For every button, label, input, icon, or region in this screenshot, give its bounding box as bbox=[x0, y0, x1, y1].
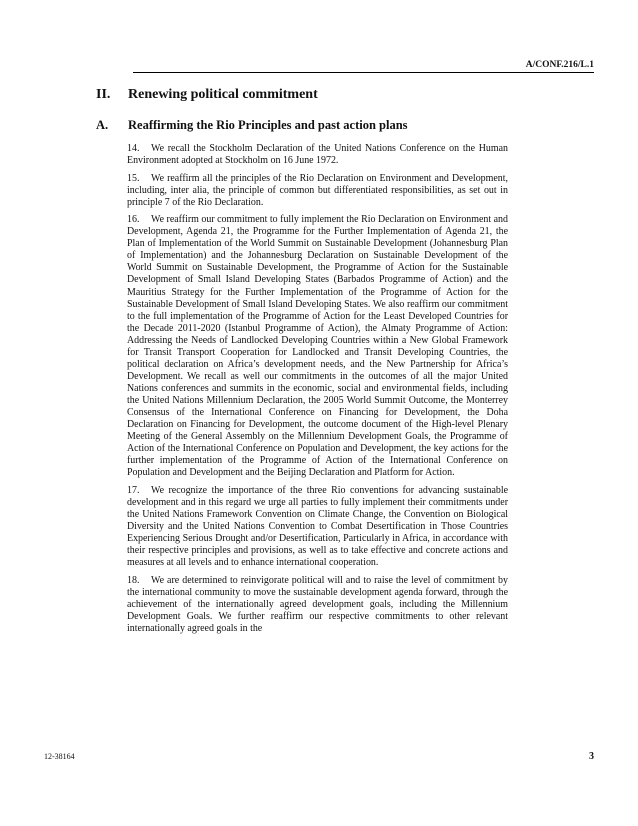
paragraph-number: 15. bbox=[127, 172, 140, 184]
paragraph-text: We are determined to reinvigorate political will and to raise the level of commitment by the international community to move the sustainable development agenda forward, through the achievement of the internationally agreed development goals, including the Millennium Development Goals. We further reaffirm our respective commitments to other relevant internationally agreed goals in the bbox=[127, 574, 508, 634]
section-number: II. bbox=[96, 87, 111, 102]
paragraph-number: 14. bbox=[127, 143, 140, 154]
header-rule bbox=[133, 72, 594, 73]
paragraph-17 bbox=[127, 485, 508, 569]
page-number: 3 bbox=[589, 751, 594, 762]
paragraph-18 bbox=[127, 575, 508, 635]
body-text bbox=[127, 143, 508, 640]
section-title: Renewing political commitment bbox=[128, 87, 318, 102]
section-heading bbox=[96, 87, 318, 103]
subsection-letter: A. bbox=[96, 118, 109, 132]
document-symbol: A/CONF.216/L.1 bbox=[525, 60, 594, 70]
footer-document-code: 12-38164 bbox=[44, 752, 75, 761]
paragraph-14 bbox=[127, 143, 508, 167]
paragraph-number: 17. bbox=[127, 484, 140, 496]
paragraph-text: We reaffirm our commitment to fully implement the Rio Declaration on Environment and Development, Agenda 21, the Programme for the Further Implementation of Agenda 21, the Plan of Implementation of the World Summit on Sustainable Development (Johannesburg Plan of Implementation) and the Johannesburg Declaration on Sustainable Development of the World Summit on Sustainable Development, the Programme of Action for the Sustainable Development of Small Island Developing States (Barbados Programme of Action) and the Mauritius Strategy for the Further Implementation of the Programme of Action for the Sustainable Development of Small Island Developing States. We also reaffirm our commitment to the full implementation of the Programme of Action for the Least Developed Countries for the Decade 2011-2020 (Istanbul Programme of Action), the Almaty Programme of Action: Addressing the Needs of Landlocked Developing Countries within a New Global Framework for Transit Transport Cooperation for Landlocked and Transit Developing Countries, the political declaration on Africa’s development needs, and the New Partnership for Africa’s Development. We recall as well our commitments in the outcomes of all the major United Nations conferences and summits in the economic, social and environmental fields, including the United Nations Millennium Declaration, the 2005 World Summit Outcome, the Monterrey Consensus of the International Conference on Financing for Development, the Doha Declaration on Financing for Development, the outcome document of the High-level Plenary Meeting of the General Assembly on the Millennium Development Goals, the Programme of Action of the International Conference on Population and Development, the key actions for the further implementation of the Programme of Action of the International Conference on Population and Development and the Beijing Declaration and Platform for Action. bbox=[127, 214, 508, 479]
paragraph-text: We recall the Stockholm Declaration of the United Nations Conference on the Human Environment adopted at Stockholm on 16 June 1972. bbox=[127, 143, 508, 167]
paragraph-number: 18. bbox=[127, 574, 140, 586]
paragraph-15 bbox=[127, 173, 508, 209]
paragraph-text: We recognize the importance of the three Rio conventions for advancing sustainable development and in this regard we urge all parties to fully implement their commitments under the United Nations Framework Convention on Climate Change, the Convention on Biological Diversity and the United Nations Convention to Combat Desertification in Those Countries Experiencing Serious Drought and/or Desertification, Particularly in Africa, in accordance with their respective principles and provisions, as well as to take effective and concrete actions and measures at all levels and to enhance international cooperation. bbox=[127, 484, 508, 569]
paragraph-text: We reaffirm all the principles of the Rio Declaration on Environment and Development, including, inter alia, the principle of common but differentiated responsibilities, as set out in principle 7 of the Rio Declaration. bbox=[127, 172, 508, 208]
paragraph-16 bbox=[127, 214, 508, 479]
paragraph-number: 16. bbox=[127, 214, 140, 226]
subsection-title: Reaffirming the Rio Principles and past action plans bbox=[128, 118, 408, 132]
subsection-heading bbox=[96, 118, 408, 133]
